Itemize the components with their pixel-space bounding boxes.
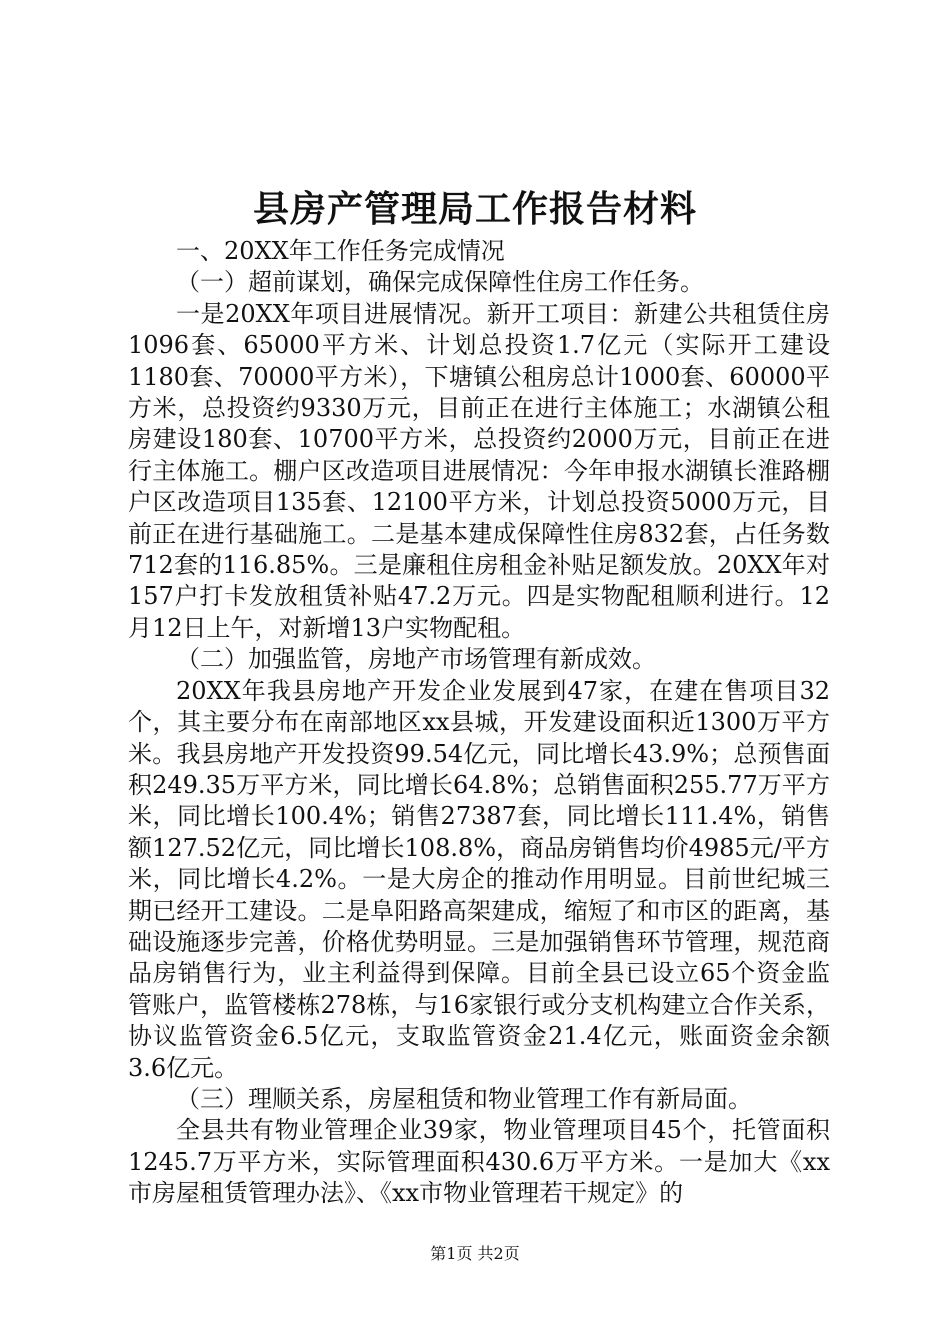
paragraph-housing-tasks: 一是20XX年项目进展情况。新开工项目：新建公共租赁住房1096套、65000平方米、计划总投资1.7亿元（实际开工建设1180套、70000平方米），下塘镇公租房总计1000套、60000平方米，总投资约9330万元，目前正在进行主体施工；水湖镇公租房建设180套、10700平方米，总投资约2000万元，目前正在进行主体施工。棚户区改造项目进展情况：今年申报水湖镇长淮路棚户区改造项目135套、12100平方米，计划总投资5000万元，目前正在进行基础施工。二是基本建成保障性住房832套，占任务数712套的116.85%。三是廉租住房租金补贴足额发放。20XX年对157户打卡发放租赁补贴47.2万元。四是实物配租顺利进行。12月12日上午，对新增13户实物配租。 [128, 299, 830, 642]
subsection-heading-3: （三）理顺关系，房屋租赁和物业管理工作有新局面。 [176, 1084, 752, 1113]
paragraph-market-management: 20XX年我县房地产开发企业发展到47家，在建在售项目32个，其主要分布在南部地区xx县城，开发建设面积近1300万平方米。我县房地产开发投资99.54亿元，同比增长43.9%；总预售面积249.35万平方米，同比增长64.8%；总销售面积255.77万平方米，同比增长100.4%；销售27387套，同比增长111.4%，销售额127.52亿元，同比增长108.8%，商品房销售均价4985元/平方米，同比增长4.2%。一是大房企的推动作用明显。目前世纪城三期已经开工建设。二是阜阳路高架建成，缩短了和市区的距离，基础设施逐步完善，价格优势明显。三是加强销售环节管理，规范商品房销售行为，业主利益得到保障。目前全县已设立65个资金监管账户，监管楼栋278栋，与16家银行或分支机构建立合作关系，协议监管资金6.5亿元，支取监管资金21.4亿元，账面资金余额3.6亿元。 [128, 676, 830, 1082]
document-body [128, 236, 830, 1210]
subsection-heading-2: （二）加强监管，房地产市场管理有新成效。 [176, 645, 656, 674]
subsection-heading-1: （一）超前谋划，确保完成保障性住房工作任务。 [176, 268, 704, 297]
section-heading-1: 一、20XX年工作任务完成情况 [176, 237, 505, 265]
page-number-footer: 第1页 共2页 [430, 1244, 520, 1263]
document-title: 县房产管理局工作报告材料 [252, 188, 697, 230]
paragraph-property-management: 全县共有物业管理企业39家，物业管理项目45个，托管面积1245.7万平方米，实际管理面积430.6万平方米。一是加大《xx市房屋租赁管理办法》、《xx市物业管理若干规定》的 [128, 1116, 830, 1208]
